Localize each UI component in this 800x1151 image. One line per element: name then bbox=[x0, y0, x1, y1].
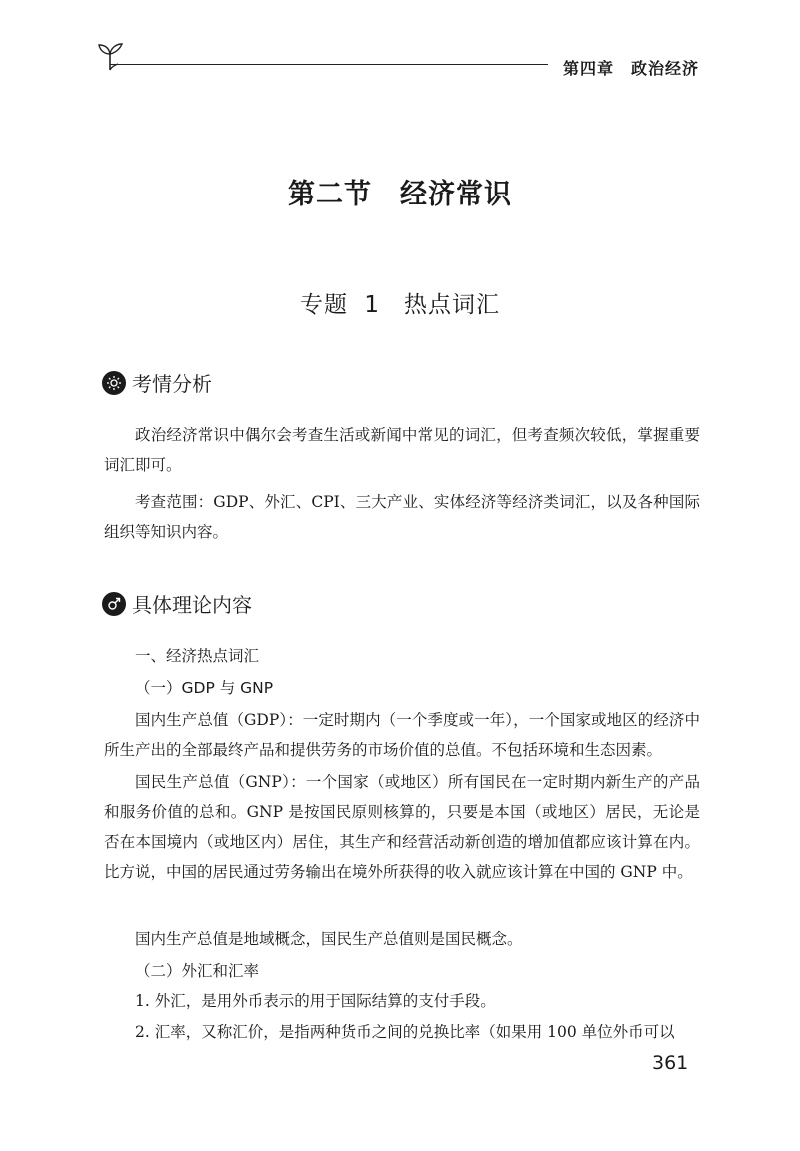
section-title: 第二节 经济常识 bbox=[288, 179, 512, 210]
gdp-gnp-title: （一）GDP 与 GNP bbox=[135, 679, 274, 697]
exam-analysis-label: 考情分析 bbox=[132, 372, 212, 396]
exam-analysis-heading bbox=[102, 368, 212, 397]
topic-title: 专题 1 热点词汇 bbox=[300, 292, 500, 318]
sprout-icon bbox=[96, 40, 130, 74]
forex-title: （二）外汇和汇率 bbox=[135, 962, 260, 980]
gdp-paragraph: 国内生产总值（GDP）：一定时期内（一个季度或一年），一个国家或地区的经济中所生产出的全部最终产品和提供劳务的市场价值的总值。不包括环境和生态因素。 bbox=[104, 711, 700, 759]
theory-subheading: 一、经济热点词汇 bbox=[135, 647, 260, 665]
theory-heading bbox=[102, 589, 252, 618]
forex-point-1: 1. 外汇，是用外币表示的用于国际结算的支付手段。 bbox=[135, 992, 496, 1010]
analysis-paragraph-1: 政治经济常识中偶尔会考查生活或新闻中常见的词汇，但考查频次较低，掌握重要词汇即可。 bbox=[104, 426, 700, 474]
sun-icon bbox=[102, 371, 126, 395]
comparison-line: 国内生产总值是地域概念，国民生产总值则是国民概念。 bbox=[135, 930, 523, 948]
page-number: 361 bbox=[652, 1052, 689, 1074]
forex-point-2: 2. 汇率，又称汇价，是指两种货币之间的兑换比率（如果用 100 单位外币可以 bbox=[135, 1023, 675, 1041]
gender-icon bbox=[102, 592, 126, 616]
running-header-chapter: 第四章 政治经济 bbox=[563, 59, 700, 78]
analysis-paragraph-2: 考查范围：GDP、外汇、CPI、三大产业、实体经济等经济类词汇，以及各种国际组织等知识内容。 bbox=[104, 493, 700, 541]
gnp-paragraph: 国民生产总值（GNP）：一个国家（或地区）所有国民在一定时期内新生产的产品和服务价值的总和。GNP 是按国民原则核算的，只要是本国（或地区）居民，无论是否在本国境内（或地区内）居住，其生产和经营活动新创造的增加值都应该计算在内。比方说，中国的居民通过劳务输出在境外所获得的收入就应该计算在中国的 GNP 中。 bbox=[104, 773, 700, 881]
theory-label: 具体理论内容 bbox=[132, 593, 252, 617]
header-rule bbox=[110, 64, 548, 65]
